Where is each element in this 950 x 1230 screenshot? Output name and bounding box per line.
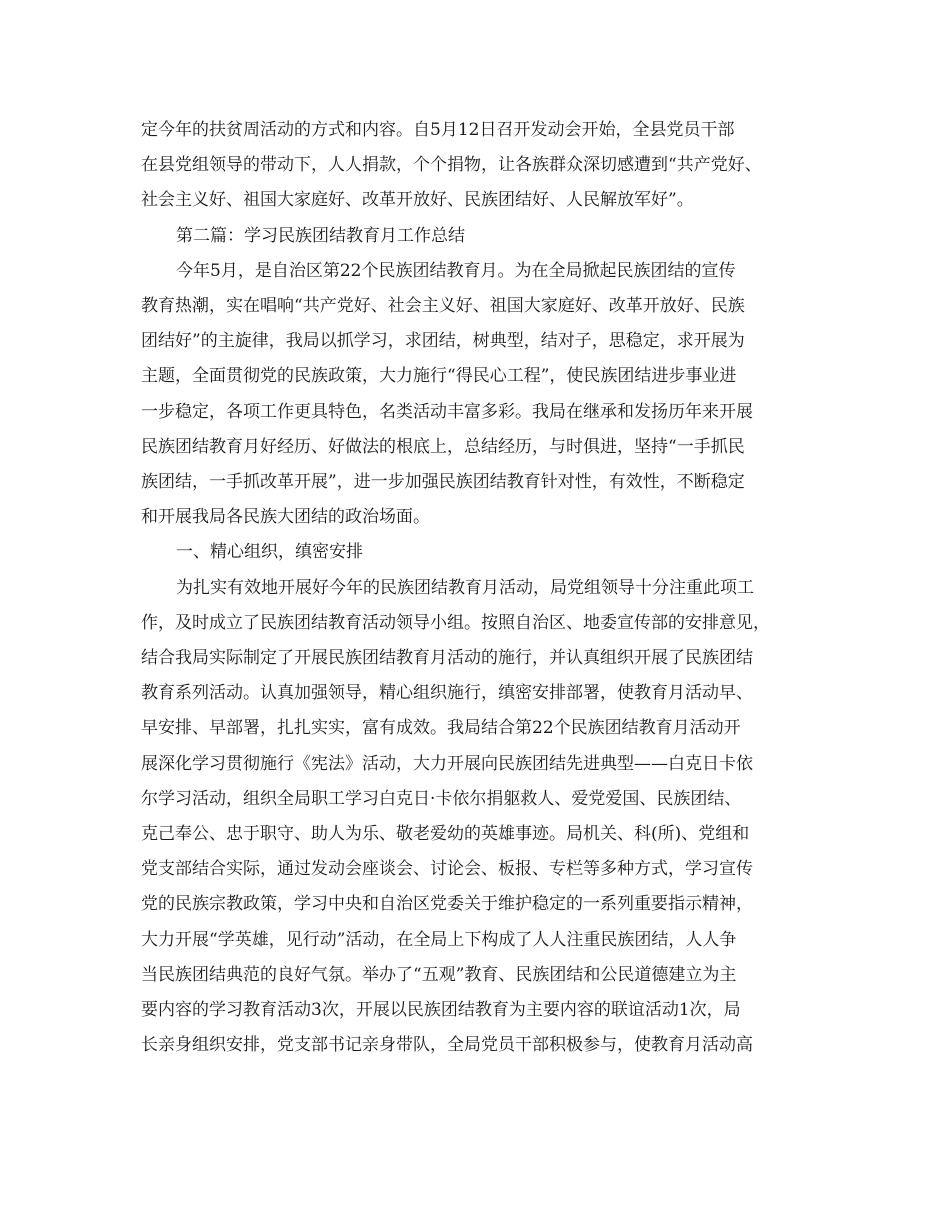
text-line: 大力开展“学英雄，见行动”活动，在全局上下构成了人人注重民族团结，人人争 bbox=[141, 930, 737, 950]
text-line: 为扎实有效地开展好今年的民族团结教育月活动，局党组领导十分注重此项工 bbox=[176, 578, 754, 598]
text-line: 一、精心组织，缜密安排 bbox=[176, 542, 363, 562]
text-line: 党的民族宗教政策，学习中央和自治区党委关于维护稳定的一系列重要指示精神， bbox=[141, 894, 753, 914]
text-line: 当民族团结典范的良好气氛。举办了“五观”教育、民族团结和公民道德建立为主 bbox=[141, 965, 737, 985]
text-line: 今年5月，是自治区第22个民族团结教育月。为在全局掀起民族团结的宣传 bbox=[176, 261, 736, 281]
text-line: 教育系列活动。认真加强领导，精心组织施行，缜密安排部署，使教育月活动早、 bbox=[141, 683, 753, 703]
text-line: 团结好”的主旋律，我局以抓学习，求团结，树典型，结对子，思稳定，求开展为 bbox=[141, 331, 745, 351]
text-line: 克己奉公、忠于职守、助人为乐、敬老爱幼的英雄事迹。局机关、科(所)、党组和 bbox=[141, 824, 750, 844]
text-line: 在县党组领导的带动下，人人捐款，个个捐物，让各族群众深切感遭到“共产党好、 bbox=[141, 155, 762, 175]
text-line: 和开展我局各民族大团结的政治场面。 bbox=[141, 507, 430, 527]
text-line: 要内容的学习教育活动3次，开展以民族团结教育为主要内容的联谊活动1次，局 bbox=[141, 1000, 741, 1020]
text-line: 长亲身组织安排，党支部书记亲身带队，全局党员干部积极参与，使教育月活动高 bbox=[141, 1035, 753, 1055]
text-line: 民族团结教育月好经历、好做法的根底上，总结经历，与时俱进，坚持“一手抓民 bbox=[141, 437, 745, 457]
text-line: 尔学习活动，组织全局职工学习白克日·卡依尔捐躯救人、爱党爱国、民族团结、 bbox=[141, 789, 742, 809]
text-line: 作，及时成立了民族团结教育活动领导小组。按照自治区、地委宣传部的安排意见， bbox=[141, 613, 770, 633]
text-line: 早安排、早部署，扎扎实实，富有成效。我局结合第22个民族团结教育月活动开 bbox=[141, 718, 741, 738]
text-line: 定今年的扶贫周活动的方式和内容。自5月12日召开发动会开始，全县党员干部 bbox=[141, 120, 735, 140]
text-line: 社会主义好、祖国大家庭好、改革开放好、民族团结好、人民解放军好”。 bbox=[141, 190, 694, 210]
text-line: 第二篇：学习民族团结教育月工作总结 bbox=[176, 226, 465, 246]
text-line: 主题，全面贯彻党的民族政策，大力施行“得民心工程”，使民族团结进步事业进 bbox=[141, 366, 737, 386]
text-line: 族团结，一手抓改革开展”，进一步加强民族团结教育针对性，有效性，不断稳定 bbox=[141, 472, 745, 492]
text-line: 展深化学习贯彻施行《宪法》活动，大力开展向民族团结先进典型——白克日卡依 bbox=[141, 754, 753, 774]
text-line: 结合我局实际制定了开展民族团结教育月活动的施行，并认真组织开展了民族团结 bbox=[141, 648, 753, 668]
text-line: 一步稳定，各项工作更具特色，名类活动丰富多彩。我局在继承和发扬历年来开展 bbox=[141, 402, 753, 422]
text-line: 党支部结合实际，通过发动会座谈会、讨论会、板报、专栏等多种方式，学习宣传 bbox=[141, 859, 753, 879]
text-line: 教育热潮，实在唱响“共产党好、社会主义好、祖国大家庭好、改革开放好、民族 bbox=[141, 296, 745, 316]
